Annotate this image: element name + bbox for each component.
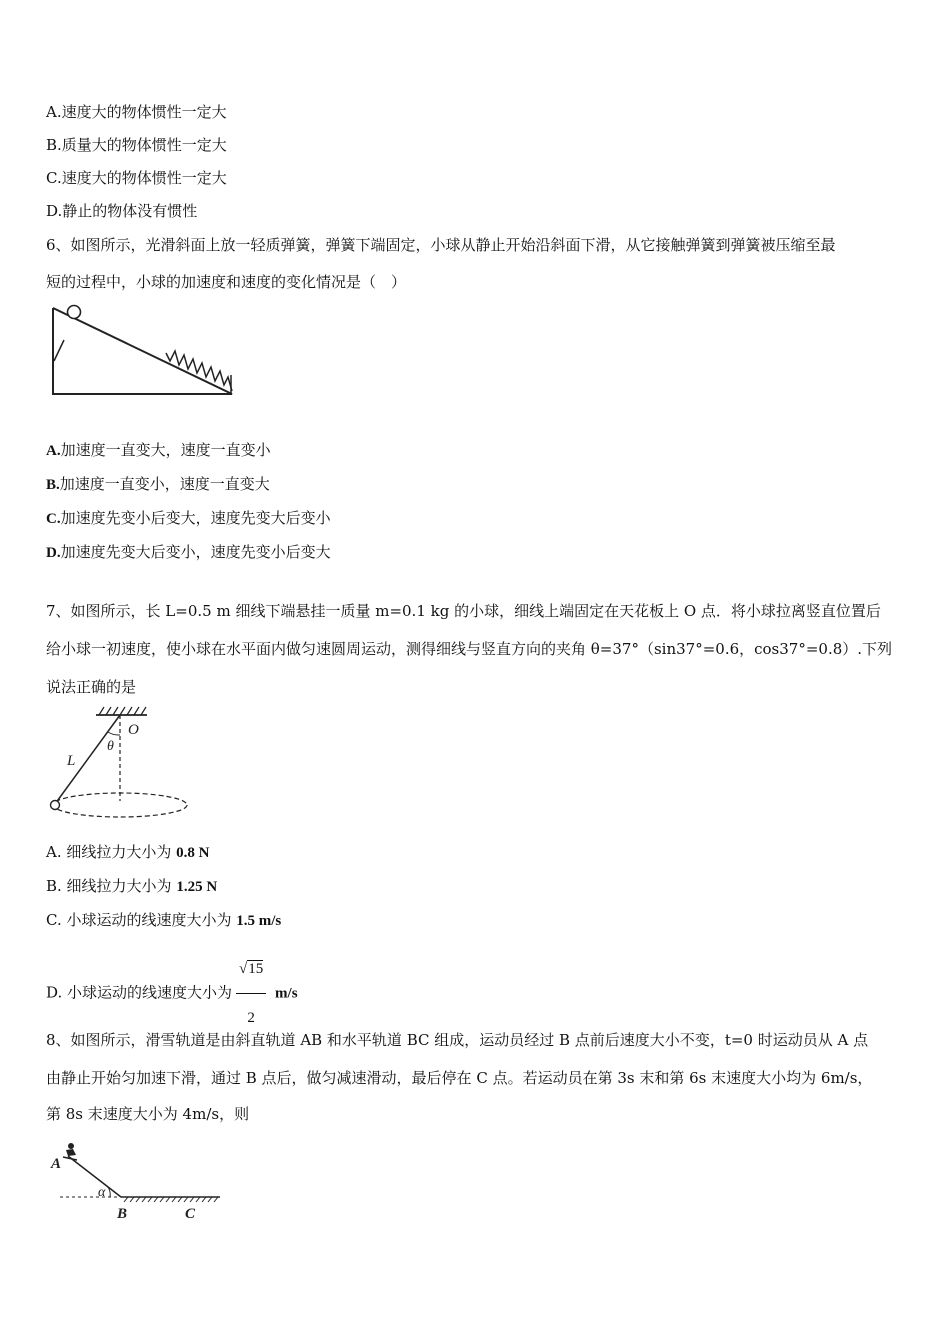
q8-ski-track-figure xyxy=(46,1140,226,1226)
q6-option-c: C.加速度先变小后变大，速度先变大后变小 xyxy=(46,509,331,527)
q8-label-a: A xyxy=(51,1156,62,1172)
q8-stem-line1: 8、如图所示，滑雪轨道是由斜直轨道 AB 和水平轨道 BC 组成，运动员经过 B 点前后速度大小不变，t=0 时运动员从 A 点 xyxy=(46,1031,869,1049)
q7-option-b: B. 细线拉力大小为 1.25 N xyxy=(46,877,218,895)
q6-option-b: B.加速度一直变小，速度一直变大 xyxy=(46,475,270,493)
q6-incline-spring-figure xyxy=(50,303,240,399)
q7-label-o: O xyxy=(128,722,139,738)
q5-option-a: A.速度大的物体惯性一定大 xyxy=(46,103,227,121)
q8-label-c: C xyxy=(185,1206,196,1222)
q6-stem-line2: 短的过程中，小球的加速度和速度的变化情况是（ ） xyxy=(46,273,407,291)
q7-option-d: D. 小球运动的线速度大小为 $\frac{√15}{2}$ m/s xyxy=(46,946,906,1041)
q8-stem-line2: 由静止开始匀加速下滑，通过 B 点后，做匀减速滑动，最后停在 C 点。若运动员在第 3s 末和第 6s 末速度大小均为 6m/s， xyxy=(46,1069,873,1087)
q7-label-l: L xyxy=(67,753,76,769)
q7-conical-pendulum-figure xyxy=(44,703,194,821)
q7-stem-line2: 给小球一初速度，使小球在水平面内做匀速圆周运动，测得细线与竖直方向的夹角 θ=37°（sin37°=0.6，cos37°=0.8）.下列 xyxy=(46,640,893,658)
q5-option-b: B.质量大的物体惯性一定大 xyxy=(46,136,227,154)
q5-option-c: C.速度大的物体惯性一定大 xyxy=(46,169,227,187)
q7-option-a: A. 细线拉力大小为 0.8 N xyxy=(46,843,210,861)
q6-option-d: D.加速度先变大后变小，速度先变小后变大 xyxy=(46,543,331,561)
q7-option-c: C. 小球运动的线速度大小为 1.5 m/s xyxy=(46,911,282,929)
q7-stem-line3: 说法正确的是 xyxy=(46,678,137,696)
q7-stem-line1: 7、如图所示，长 L=0.5 m 细线下端悬挂一质量 m=0.1 kg 的小球，细线上端固定在天花板上 O 点．将小球拉离竖直位置后 xyxy=(46,602,881,620)
q6-option-a: A.加速度一直变大，速度一直变小 xyxy=(46,441,271,459)
q7-label-theta: θ xyxy=(107,739,114,754)
q8-stem-line3: 第 8s 末速度大小为 4m/s，则 xyxy=(46,1105,250,1123)
q8-label-b: B xyxy=(117,1206,128,1222)
q5-option-d: D.静止的物体没有惯性 xyxy=(46,202,198,220)
q8-label-alpha: α xyxy=(98,1185,106,1200)
q7-option-d-fraction: $\frac{√15}{2}$ xyxy=(236,946,266,1041)
q6-stem-line1: 6、如图所示，光滑斜面上放一轻质弹簧，弹簧下端固定，小球从静止开始沿斜面下滑，从它接触弹簧到弹簧被压缩至最 xyxy=(46,236,836,254)
